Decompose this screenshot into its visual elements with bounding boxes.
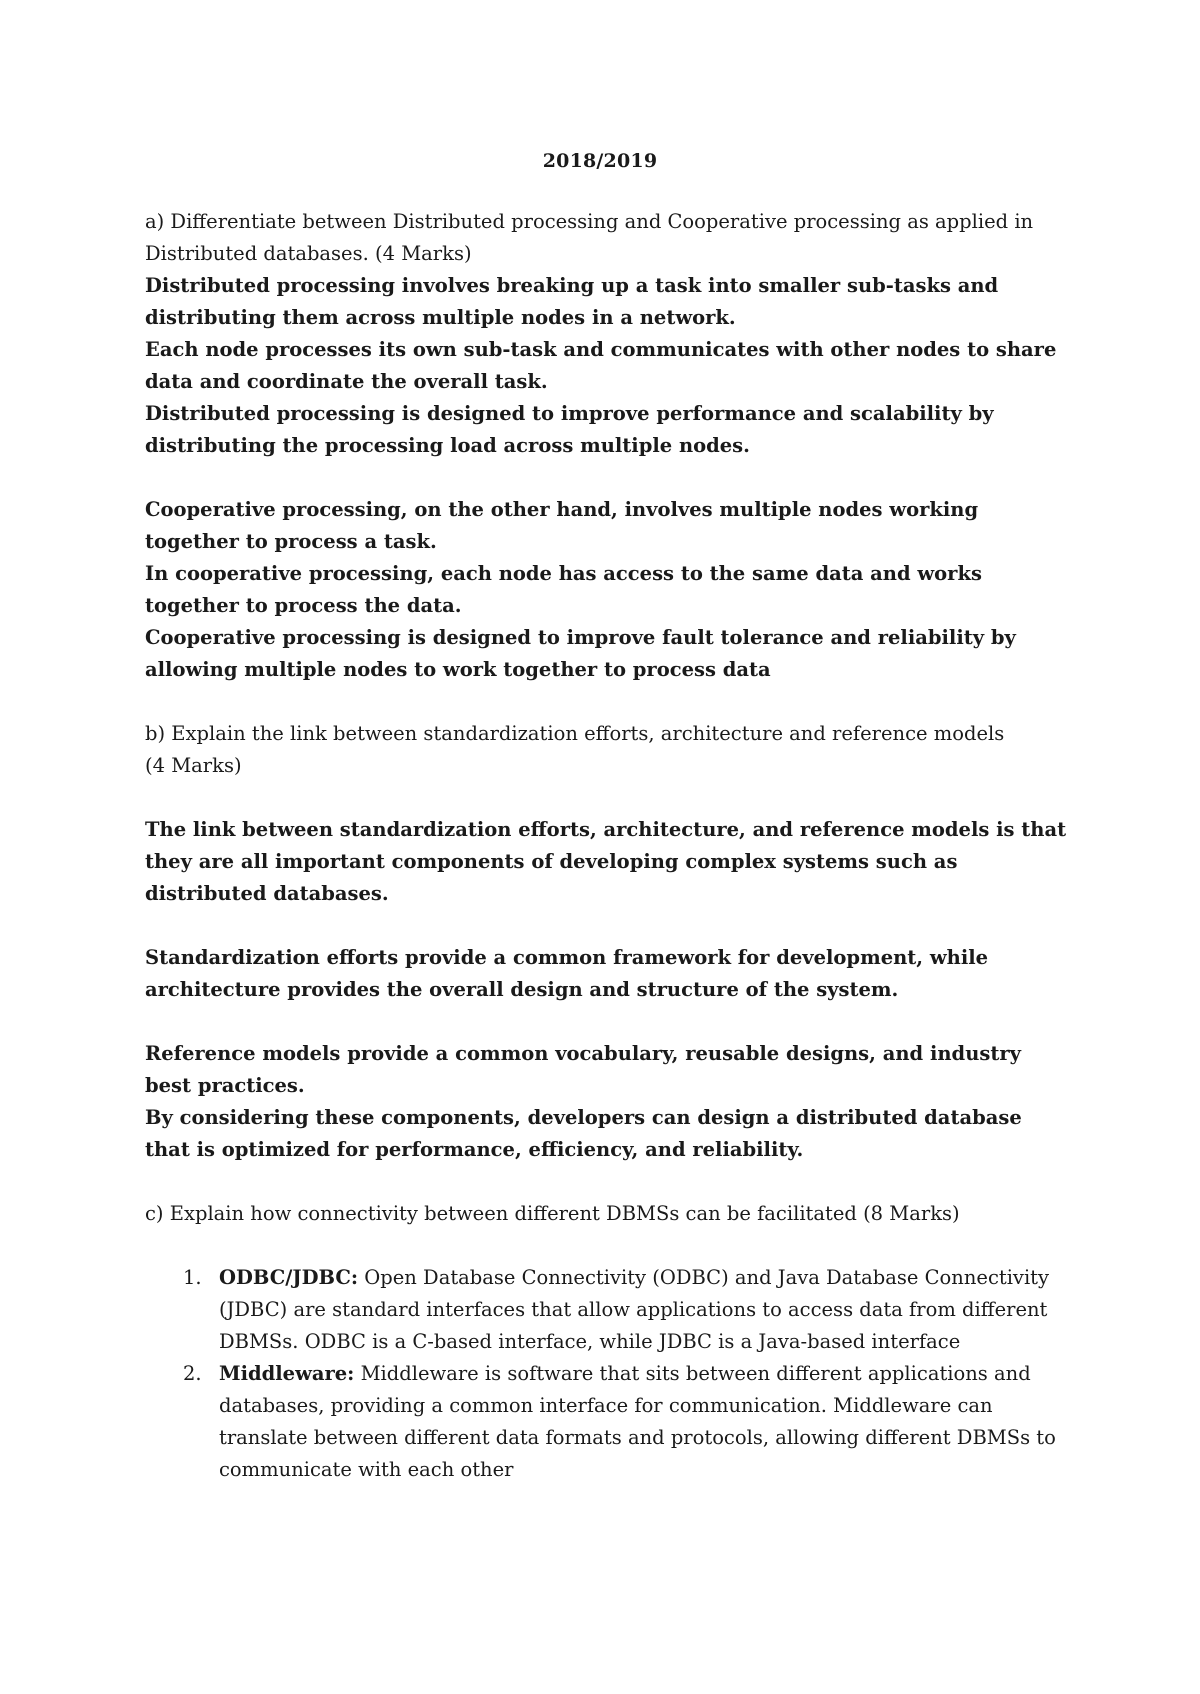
numbered-list bbox=[145, 1262, 1070, 1486]
paragraph-gap bbox=[145, 1006, 1070, 1038]
list-item bbox=[145, 1358, 1070, 1486]
paragraph-gap bbox=[145, 686, 1070, 718]
answer-b-line: Standardization efforts provide a common framework for development, while architecture provides the overall design and structure of the system. bbox=[145, 946, 989, 1001]
question-b-prompt: b) Explain the link between standardization efforts, architecture and reference models bbox=[145, 722, 1005, 745]
answer-a-line: Cooperative processing, on the other hand, involves multiple nodes working together to process a task. bbox=[145, 498, 979, 553]
question-c-prompt: c) Explain how connectivity between different DBMSs can be facilitated (8 Marks) bbox=[145, 1202, 960, 1225]
document-title: 2018/2019 bbox=[542, 150, 658, 172]
answer-a-line: Cooperative processing is designed to improve fault tolerance and reliability by allowing multiple nodes to work together to process data bbox=[145, 626, 1016, 681]
paragraph-gap bbox=[145, 462, 1070, 494]
answer-a-line: In cooperative processing, each node has access to the same data and works together to process the data. bbox=[145, 562, 982, 617]
list-item-term: Middleware: bbox=[219, 1362, 355, 1385]
answer-b-line: The link between standardization efforts, architecture, and reference models is that they are all important components of developing complex systems such as distributed databases. bbox=[145, 818, 1067, 905]
answer-b-line: Reference models provide a common vocabulary, reusable designs, and industry best practices. bbox=[145, 1042, 1021, 1097]
list-item bbox=[145, 1262, 1070, 1358]
list-number: 2. bbox=[183, 1362, 202, 1385]
answer-a-line: Distributed processing is designed to improve performance and scalability by distributing the processing load across multiple nodes. bbox=[145, 402, 994, 457]
list-item-term: ODBC/JDBC: bbox=[219, 1266, 359, 1289]
list-item-text: Middleware is software that sits between different applications and databases, providing a common interface for communication. Middleware can translate between different data formats and protocols, allowing different DBMSs to communicate with each other bbox=[219, 1362, 1056, 1481]
question-b-marks: (4 Marks) bbox=[145, 754, 242, 777]
answer-a-line: Each node processes its own sub-task and communicates with other nodes to share data and coordinate the overall task. bbox=[145, 338, 1057, 393]
document-body bbox=[145, 206, 1070, 1486]
paragraph-gap bbox=[145, 910, 1070, 942]
question-a-prompt: a) Differentiate between Distributed processing and Cooperative processing as applied in Distributed databases. (4 Marks) bbox=[145, 210, 1034, 265]
paragraph-gap bbox=[145, 1166, 1070, 1198]
paragraph-gap bbox=[145, 782, 1070, 814]
answer-a-line: Distributed processing involves breaking up a task into smaller sub-tasks and distributing them across multiple nodes in a network. bbox=[145, 274, 999, 329]
list-number: 1. bbox=[183, 1266, 202, 1289]
paragraph-gap bbox=[145, 1230, 1070, 1262]
list-item-text: Open Database Connectivity (ODBC) and Java Database Connectivity (JDBC) are standard interfaces that allow applications to access data from different DBMSs. ODBC is a C-based interface, while JDBC is a Java-based interface bbox=[219, 1266, 1050, 1353]
answer-b-line: By considering these components, developers can design a distributed database that is optimized for performance, efficiency, and reliability. bbox=[145, 1106, 1022, 1161]
